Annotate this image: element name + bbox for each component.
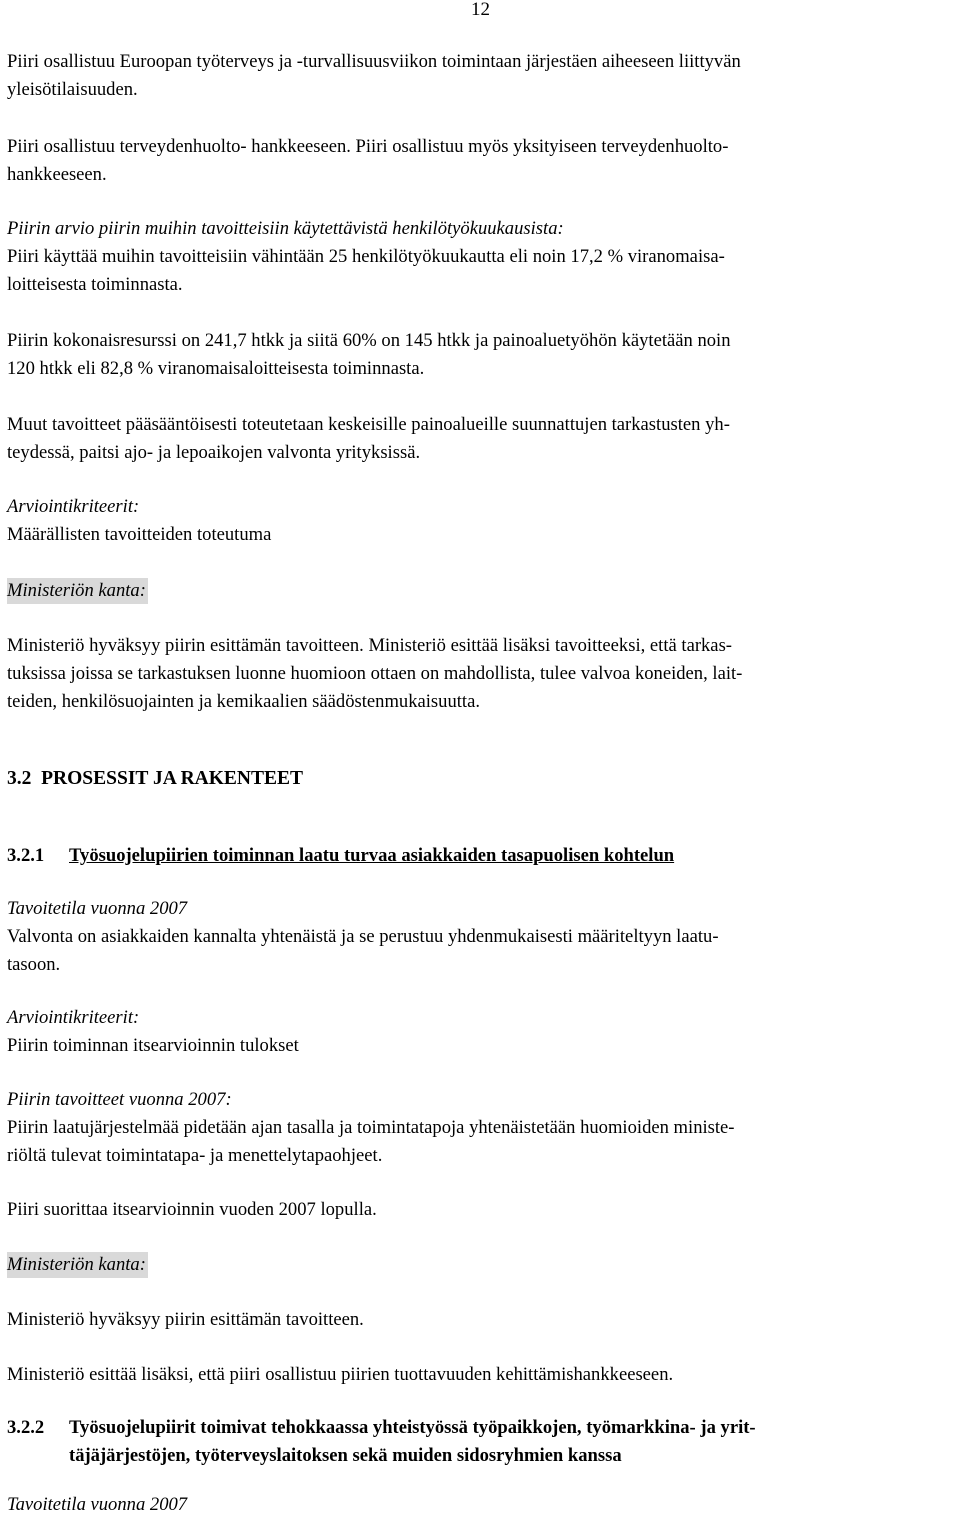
kriteerit-text: Määrällisten tavoitteiden toteutuma (7, 524, 272, 545)
tavoitetila-1 (7, 895, 957, 979)
section-number: 3.2 (7, 768, 32, 789)
text-line: Piiri osallistuu Euroopan työterveys ja -turvallisuusviikon toimintaan järjestäen aiheeseen liittyvän (7, 51, 741, 72)
tavoitetila-label: Tavoitetila vuonna 2007 (7, 898, 188, 919)
section-title-line: täjäjärjestöjen, työterveyslaitoksen sekä muiden sidosryhmien kanssa (69, 1445, 622, 1466)
paragraph-eurooppa (7, 48, 957, 104)
text-line: Piiri käyttää muihin tavoitteisiin vähintään 25 henkilötyökuukautta eli noin 17,2 % viranomaisa- (7, 246, 725, 267)
kanta-label: Ministeriön kanta: (7, 578, 148, 604)
tavoitteet-label: Piirin tavoitteet vuonna 2007: (7, 1089, 232, 1110)
kriteerit-label: Arviointikriteerit: (7, 496, 140, 517)
text-line: Valvonta on asiakkaiden kannalta yhtenäistä ja se perustuu yhdenmukaisesti määriteltyyn laatu- (7, 926, 719, 947)
kriteerit-text: Piirin toiminnan itsearvioinnin tulokset (7, 1035, 299, 1056)
paragraph-itsearviointi (7, 1196, 957, 1224)
text-line: Muut tavoitteet pääsääntöisesti toteutetaan keskeisille painoalueille suunnattujen tarkastusten yh- (7, 414, 730, 435)
paragraph-terveydenhuolto (7, 133, 957, 189)
arvio-heading: Piirin arvio piirin muihin tavoitteisiin käytettävistä henkilötyökuukausista: (7, 218, 564, 239)
kanta-2-text-1 (7, 1306, 957, 1334)
text-line: teiden, henkilösuojainten ja kemikaalien säädöstenmukaisuutta. (7, 691, 480, 712)
ministerion-kanta-2 (7, 1251, 957, 1279)
text-line: yleisötilaisuuden. (7, 79, 138, 100)
text-line: Piiri osallistuu terveydenhuolto- hankkeeseen. Piiri osallistuu myös yksityiseen terveydenhuolto- (7, 136, 729, 157)
text-line: hankkeeseen. (7, 164, 107, 185)
section-title (69, 1414, 957, 1470)
text-line: Piiri suorittaa itsearvioinnin vuoden 2007 lopulla. (7, 1199, 377, 1220)
section-number: 3.2.1 (7, 845, 45, 866)
text-line: tuksissa joissa se tarkastuksen luonne huomioon ottaen on mahdollista, tulee valvoa koneiden, lait- (7, 663, 743, 684)
paragraph-kokonaisresurssi (7, 327, 957, 383)
ministerion-kanta-1 (7, 577, 957, 605)
text-line: Ministeriö hyväksyy piirin esittämän tavoitteen. Ministeriö esittää lisäksi tavoitteeksi, että tarkas- (7, 635, 732, 656)
section-heading-3-2-1 (7, 842, 957, 870)
section-title: PROSESSIT JA RAKENTEET (41, 768, 304, 789)
text-line: loitteisesta toiminnasta. (7, 274, 183, 295)
text-line: Ministeriö hyväksyy piirin esittämän tavoitteen. (7, 1309, 364, 1330)
text-line: 120 htkk eli 82,8 % viranomaisaloitteisesta toiminnasta. (7, 358, 425, 379)
kanta-1-text (7, 632, 957, 716)
kanta-2-text-2 (7, 1361, 957, 1389)
tavoitetila-2 (7, 1491, 957, 1519)
text-line: riöltä tulevat toimintatapa- ja menettelytapaohjeet. (7, 1145, 383, 1166)
kanta-label: Ministeriön kanta: (7, 1252, 148, 1278)
paragraph-muut (7, 411, 957, 467)
paragraph-arvio (7, 215, 957, 299)
section-number: 3.2.2 (7, 1417, 45, 1438)
section-title-line: Työsuojelupiirit toimivat tehokkaassa yhteistyössä työpaikkojen, työmarkkina- ja yrit- (69, 1417, 756, 1438)
text-line: teydessä, paitsi ajo- ja lepoaikojen valvonta yrityksissä. (7, 442, 421, 463)
text-line: tasoon. (7, 954, 61, 975)
tavoitetila-label: Tavoitetila vuonna 2007 (7, 1494, 188, 1515)
page-number: 12 (471, 0, 490, 20)
arviointikriteerit-1 (7, 493, 957, 549)
section-heading-3-2-2 (7, 1414, 957, 1470)
section-heading-3-2 (7, 765, 957, 793)
arviointikriteerit-2 (7, 1004, 957, 1060)
text-line: Piirin kokonaisresurssi on 241,7 htkk ja siitä 60% on 145 htkk ja painoaluetyöhön käytetään noin (7, 330, 731, 351)
text-line: Ministeriö esittää lisäksi, että piiri osallistuu piirien tuottavuuden kehittämishankkeeseen. (7, 1364, 674, 1385)
text-line: Piirin laatujärjestelmää pidetään ajan tasalla ja toimintatapoja yhtenäistetään huomioiden ministe- (7, 1117, 735, 1138)
piirin-tavoitteet-2007 (7, 1086, 957, 1170)
kriteerit-label: Arviointikriteerit: (7, 1007, 140, 1028)
section-title: Työsuojelupiirien toiminnan laatu turvaa asiakkaiden tasapuolisen kohtelun (69, 845, 675, 866)
